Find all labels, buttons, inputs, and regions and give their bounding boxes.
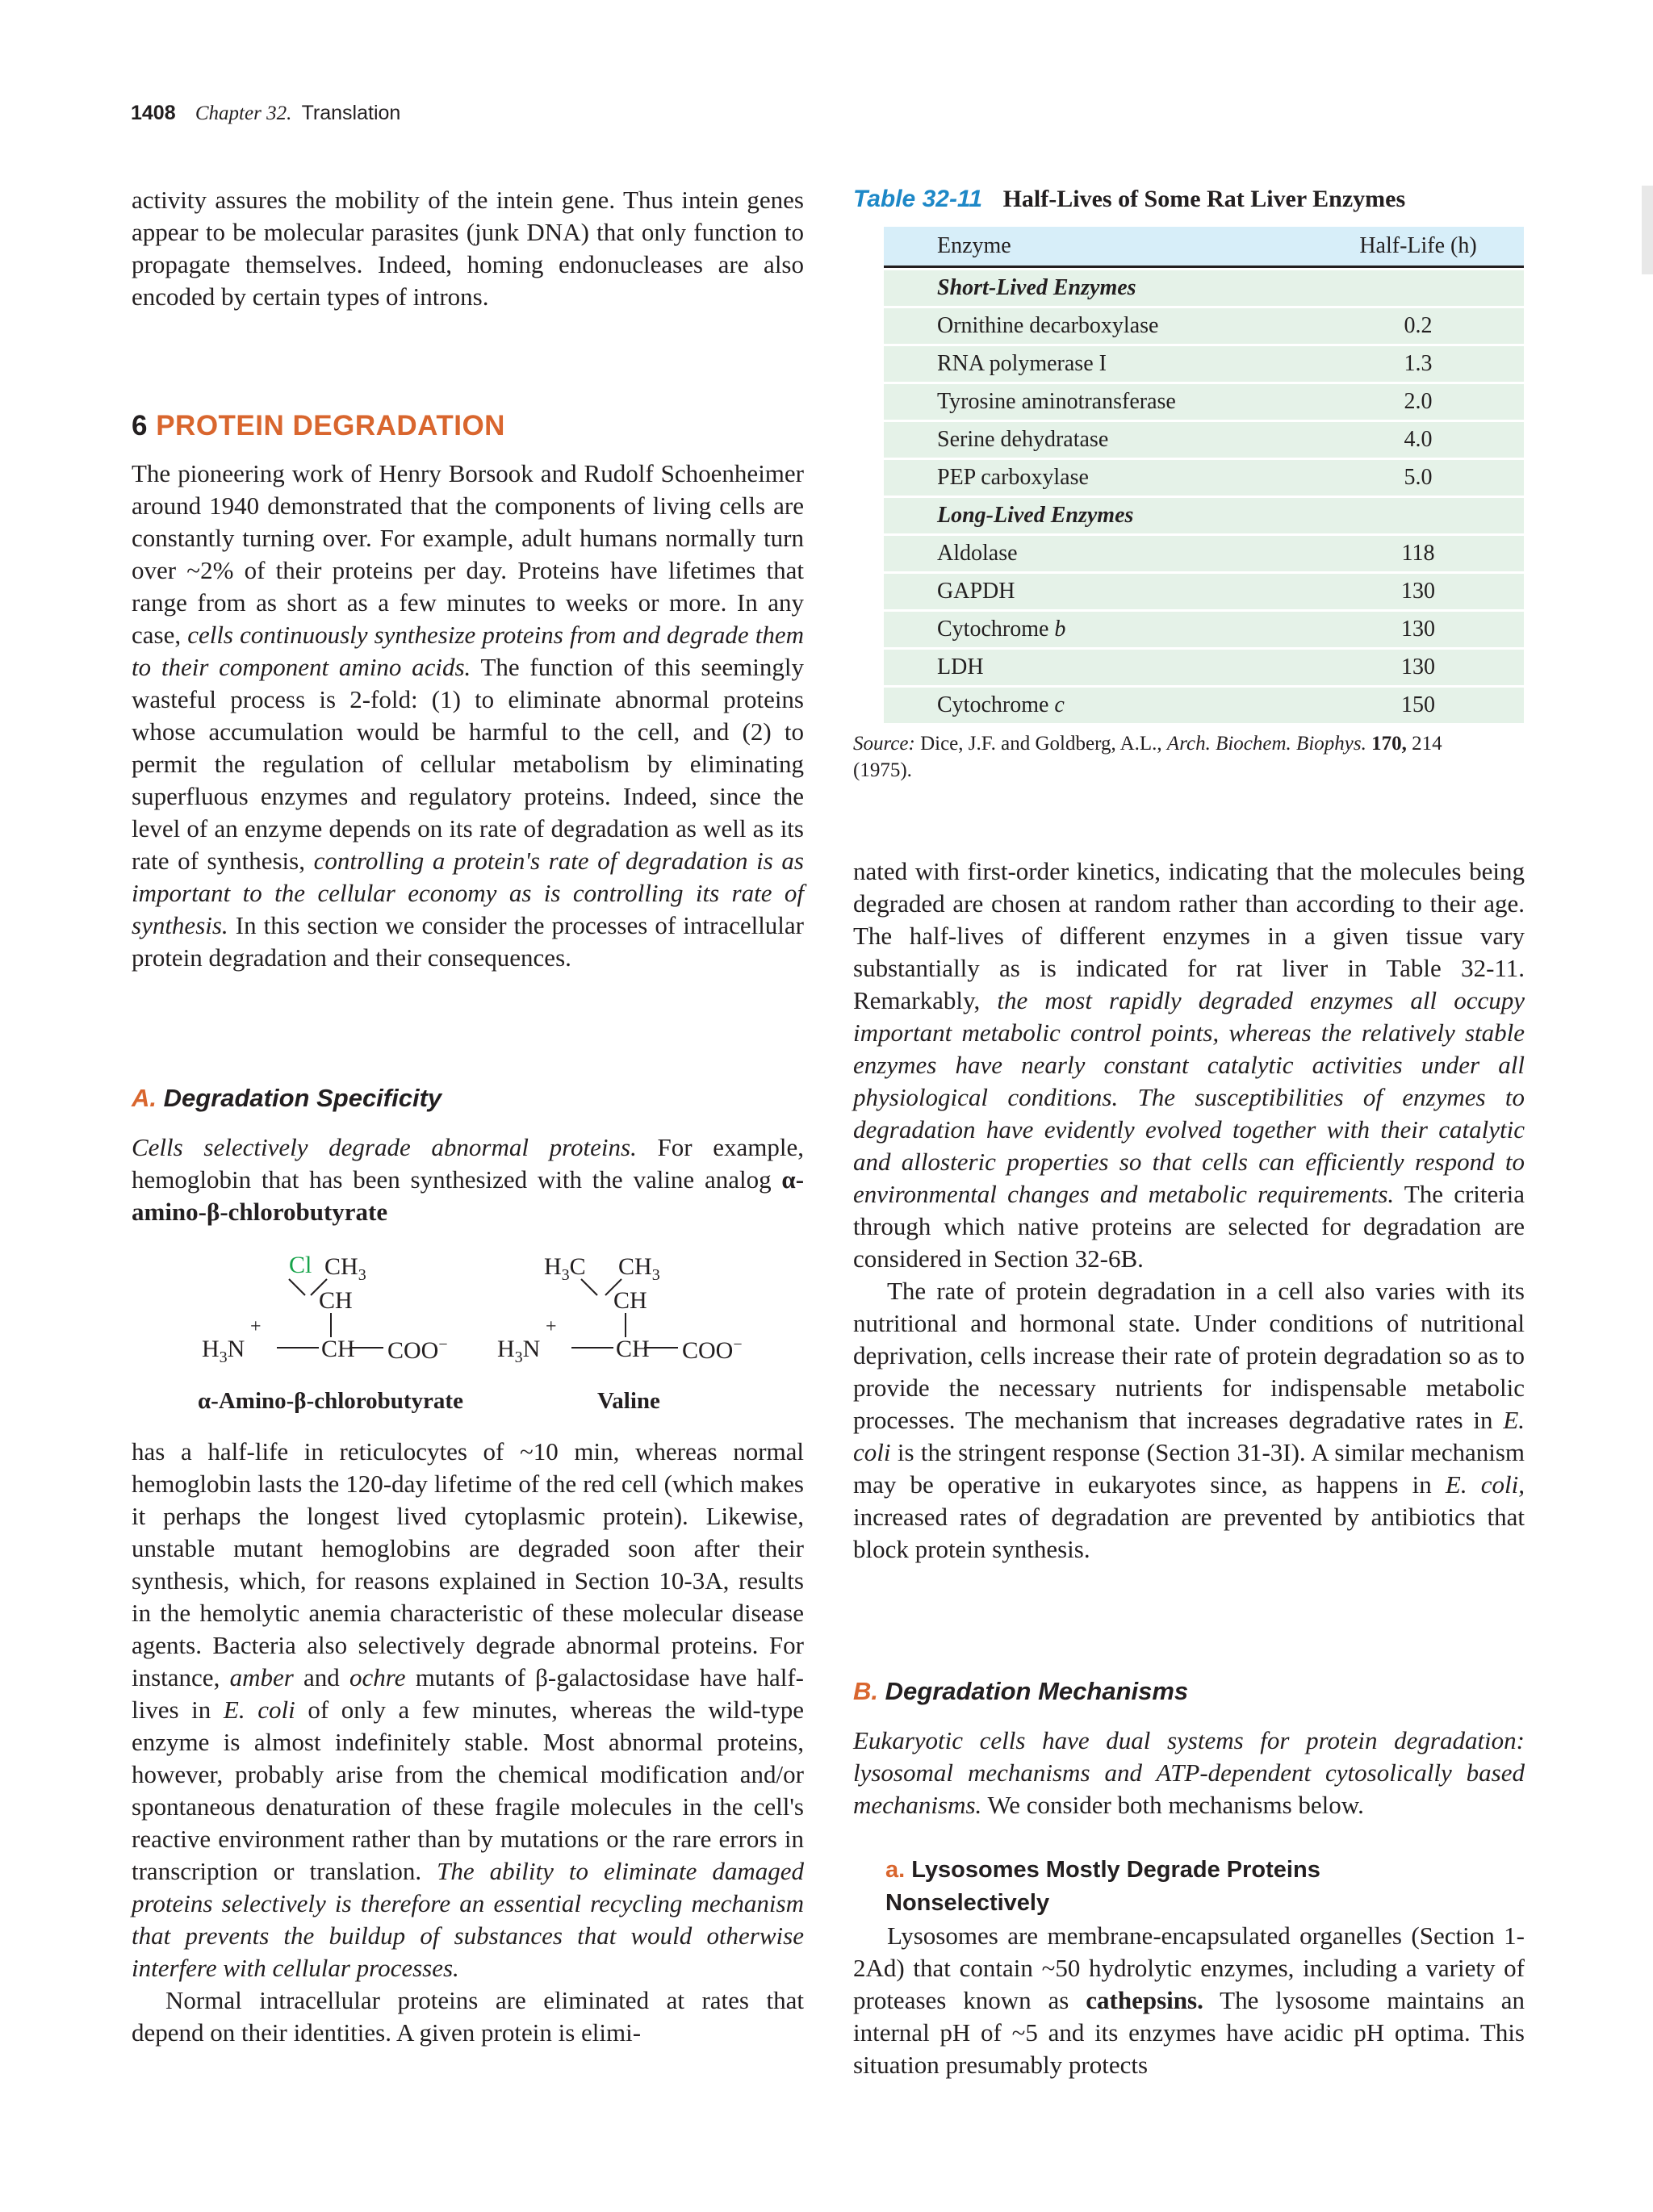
source-label: Source: bbox=[853, 733, 915, 755]
ch-group: CH bbox=[613, 1287, 647, 1314]
chapter-label: Chapter 32. bbox=[195, 102, 292, 124]
enzyme-name: Cytochrome c bbox=[884, 688, 1312, 723]
half-life-value: 1.3 bbox=[1312, 346, 1524, 382]
right-para-4 bbox=[853, 1920, 1525, 2081]
subsection-title: Degradation Mechanisms bbox=[885, 1677, 1189, 1705]
half-life-value: 130 bbox=[1312, 650, 1524, 685]
methyl-group: $CH_3$ bbox=[324, 1253, 366, 1284]
table-row bbox=[884, 384, 1524, 420]
emphasis: ochre bbox=[349, 1663, 406, 1691]
source-volume: 170, bbox=[1371, 733, 1407, 755]
text: The criteria through which native proteins are selected for degradation are considered in Section 32-6B. bbox=[853, 1180, 1525, 1273]
group-label: Long-Lived Enzymes bbox=[884, 498, 1312, 533]
page-number: 1408 bbox=[131, 102, 176, 124]
emphasis: the most rapidly degraded enzymes all occupy important metabolic control points, whereas the relatively stable enzymes have nearly constant catalytic activities under all physiological conditions. The susceptibilities of enzymes to degradation have evidently evolved together with their catalytic and allosteric properties so that cells can efficiently respond to environmental changes and metabolic requirements. bbox=[853, 986, 1525, 1208]
enzyme-name: GAPDH bbox=[884, 574, 1312, 609]
table-row bbox=[884, 650, 1524, 685]
bold-term: cathepsins. bbox=[1086, 1986, 1203, 2014]
methyl-group: $H_3C$ bbox=[544, 1253, 586, 1284]
column-header-half-life: Half-Life (h) bbox=[1312, 227, 1524, 268]
text: In this section we consider the processes of intracellular protein degradation and their consequences. bbox=[132, 911, 805, 972]
emphasis: Cells selectively degrade abnormal proteins. bbox=[132, 1133, 637, 1161]
half-life-value: 130 bbox=[1312, 574, 1524, 609]
subsection-letter: B. bbox=[853, 1677, 878, 1705]
group-row-long bbox=[884, 498, 1524, 533]
source-journal: Arch. Biochem. Biophys. bbox=[1166, 733, 1366, 755]
chlorine-atom: Cl bbox=[289, 1252, 312, 1278]
right-para-1 bbox=[853, 855, 1525, 1566]
half-life-value: 5.0 bbox=[1312, 460, 1524, 496]
table-row bbox=[884, 536, 1524, 571]
subsection-letter: A. bbox=[132, 1084, 157, 1112]
right-para-3 bbox=[853, 1725, 1525, 1821]
text: of only a few minutes, whereas the wild-type enzyme is almost indefinitely stable. Most abnormal proteins, however, probably arise from the chemical modification and/or spontaneous denaturation of these fragile molecules in the cell's reactive environment rather than by mutations or the rare errors in transcription or translation. bbox=[132, 1696, 805, 1885]
table-row bbox=[884, 612, 1524, 647]
right-para-2 bbox=[853, 1275, 1525, 1566]
left-para-1 bbox=[132, 458, 804, 974]
text: For example, hemoglobin that has been synthesized with the valine analog bbox=[132, 1133, 805, 1194]
table-title: Half-Lives of Some Rat Liver Enzymes bbox=[1002, 186, 1406, 212]
amino-group: $H_3N$ bbox=[202, 1336, 245, 1366]
ch-group: CH bbox=[319, 1287, 353, 1314]
table-row bbox=[884, 574, 1524, 609]
subsubsection-title-line1: Lysosomes Mostly Degrade Proteins bbox=[911, 1857, 1320, 1883]
half-life-value: 0.2 bbox=[1312, 308, 1524, 344]
subsubsection-title-line2: Nonselectively bbox=[885, 1890, 1050, 1916]
structure-label-b: Valine bbox=[597, 1388, 660, 1414]
source-authors: Dice, J.F. and Goldberg, A.L., bbox=[920, 733, 1162, 755]
enzyme-name: Ornithine decarboxylase bbox=[884, 308, 1312, 344]
enzyme-name: Aldolase bbox=[884, 536, 1312, 571]
half-life-value: 118 bbox=[1312, 536, 1524, 571]
table-row bbox=[884, 422, 1524, 458]
group-row-short bbox=[884, 270, 1524, 306]
carboxylate: COO− bbox=[387, 1336, 448, 1364]
text: The lysosome maintains an internal pH of ~5 and its enzymes have acidic pH optima. This situation presumably protects bbox=[853, 1986, 1525, 2079]
text: Lysosomes are membrane-encapsulated organelles (Section 1-2Ad) that contain ~50 hydrolytic enzymes, including a variety of proteases known as bbox=[853, 1921, 1525, 2014]
section-number: 6 bbox=[132, 410, 148, 441]
subsubsection-a-heading-cont bbox=[885, 1887, 1049, 1919]
table-source bbox=[853, 730, 1467, 784]
left-para-2 bbox=[132, 1131, 804, 1228]
subsubsection-letter: a. bbox=[885, 1857, 906, 1883]
half-life-table bbox=[884, 224, 1524, 725]
text: We consider both mechanisms below. bbox=[987, 1791, 1364, 1819]
column-header-enzyme: Enzyme bbox=[884, 227, 1312, 268]
subsection-b-heading bbox=[853, 1677, 1188, 1706]
plus-charge: + bbox=[546, 1316, 557, 1337]
section-heading bbox=[132, 410, 505, 442]
table-label: Table 32-11 bbox=[853, 186, 983, 212]
amino-group: $H_3N$ bbox=[497, 1336, 541, 1366]
enzyme-name: RNA polymerase I bbox=[884, 346, 1312, 382]
text: and bbox=[303, 1663, 340, 1691]
emphasis: amber bbox=[229, 1663, 294, 1691]
emphasis: E. coli bbox=[223, 1696, 295, 1724]
subsection-title: Degradation Specificity bbox=[163, 1084, 442, 1112]
left-para-4: Normal intracellular proteins are eliminated at rates that depend on their identities. A given protein is elimi- bbox=[132, 1986, 804, 2047]
enzyme-name: Cytochrome b bbox=[884, 612, 1312, 647]
emphasis: Eukaryotic cells have dual systems for protein degradation: lysosomal mechanisms and ATP-dependent cytosolically based mechanisms. bbox=[853, 1726, 1525, 1819]
bond-lines bbox=[202, 1247, 767, 1392]
source-pages: 214 (1975). bbox=[853, 733, 1442, 781]
half-life-value: 150 bbox=[1312, 688, 1524, 723]
table-row bbox=[884, 308, 1524, 344]
structure-label-a: α-Amino-β-chlorobutyrate bbox=[198, 1388, 463, 1414]
table-caption bbox=[853, 186, 1405, 213]
alpha-carbon: CH bbox=[321, 1336, 355, 1362]
text: increased rates of degradation are prevented by antibiotics that block protein synthesis. bbox=[853, 1503, 1525, 1563]
text: nated with first-order kinetics, indicating that the molecules being degraded are chosen at random rather than according to their age. The half-lives of different enzymes in a given tissue vary substantially as is indicated for rat liver in Table 32-11. Remarkably, bbox=[853, 857, 1525, 1014]
half-life-value: 4.0 bbox=[1312, 422, 1524, 458]
emphasis: The ability to eliminate damaged proteins selectively is therefore an essential recycling mechanism that prevents the buildup of substances that would otherwise interfere with cellular processes. bbox=[132, 1857, 804, 1982]
emphasis: E. coli bbox=[853, 1406, 1525, 1466]
emphasis: cells continuously synthesize proteins from and degrade them to their component amino acids. bbox=[132, 621, 804, 681]
text: The pioneering work of Henry Borsook and Rudolf Schoenheimer around 1940 demonstrated that the components of living cells are constantly turning over. For example, adult humans normally turn over ~2% of their proteins per day. Proteins have lifetimes that range from as short as a few minutes to weeks or more. In any case, bbox=[132, 459, 804, 649]
left-para-3 bbox=[132, 1436, 804, 2049]
plus-charge: + bbox=[250, 1316, 262, 1337]
bold-term: α-amino-β-chlorobutyrate bbox=[132, 1165, 805, 1226]
text: The rate of protein degradation in a cell also varies with its nutritional and hormonal state. Under conditions of nutritional deprivation, cells increase their rate of protein degradation so as to provide the necessary nutrients for indispensable metabolic processes. The mechanism that increases degradative rates in bbox=[853, 1277, 1525, 1434]
intro-text: activity assures the mobility of the intein gene. Thus intein genes appear to be molecular parasites (junk DNA) that only function to propagate themselves. Indeed, homing endonucleases are also encoded by certain types of introns. bbox=[132, 186, 804, 311]
subsection-a-heading bbox=[132, 1084, 441, 1113]
half-life-value: 130 bbox=[1312, 612, 1524, 647]
alpha-carbon: CH bbox=[616, 1336, 650, 1362]
chapter-title: Translation bbox=[301, 102, 401, 124]
text: is the stringent response (Section 31-3I). A similar mechanism may be operative in eukaryotes since, as happens in bbox=[853, 1438, 1525, 1499]
subsubsection-a-heading bbox=[885, 1854, 1320, 1886]
table-row bbox=[884, 688, 1524, 723]
enzyme-name: LDH bbox=[884, 650, 1312, 685]
half-life-value: 2.0 bbox=[1312, 384, 1524, 420]
text: mutants of β-galactosidase have half-lives in bbox=[132, 1663, 804, 1724]
table-row bbox=[884, 346, 1524, 382]
left-intro-paragraph bbox=[132, 184, 804, 313]
text: has a half-life in reticulocytes of ~10 min, whereas normal hemoglobin lasts the 120-day lifetime of the red cell (which makes it perhaps the longest lived cytoplasmic protein). Likewise, unstable mutant hemoglobins are degraded soon after their synthesis, which, for reasons explained in Section 10-3A, results in the hemolytic anemia characteristic of these molecular disease agents. Bacteria also selectively degrade abnormal proteins. For instance, bbox=[132, 1437, 804, 1691]
emphasis: controlling a protein's rate of degradation is as important to the cellular economy as is controlling its rate of synthesis. bbox=[132, 847, 804, 939]
table-row bbox=[884, 460, 1524, 496]
text: The function of this seemingly wasteful process is 2-fold: (1) to eliminate abnormal proteins whose accumulation would be harmful to the cell, and (2) to permit the regulation of cellular metabolism by eliminating superfluous enzymes and regulatory proteins. Indeed, since the level of an enzyme depends on its rate of degradation as well as its rate of synthesis, bbox=[132, 653, 804, 875]
emphasis: E. coli, bbox=[1445, 1470, 1525, 1499]
enzyme-name: Serine dehydratase bbox=[884, 422, 1312, 458]
page-edge-tab bbox=[1642, 186, 1653, 274]
carboxylate: COO− bbox=[682, 1336, 743, 1364]
group-label: Short-Lived Enzymes bbox=[884, 270, 1312, 306]
enzyme-name: Tyrosine aminotransferase bbox=[884, 384, 1312, 420]
section-title: PROTEIN DEGRADATION bbox=[156, 410, 505, 441]
running-header bbox=[131, 102, 400, 125]
enzyme-name: PEP carboxylase bbox=[884, 460, 1312, 496]
methyl-group: $CH_3$ bbox=[618, 1253, 660, 1284]
table-body bbox=[884, 270, 1524, 723]
